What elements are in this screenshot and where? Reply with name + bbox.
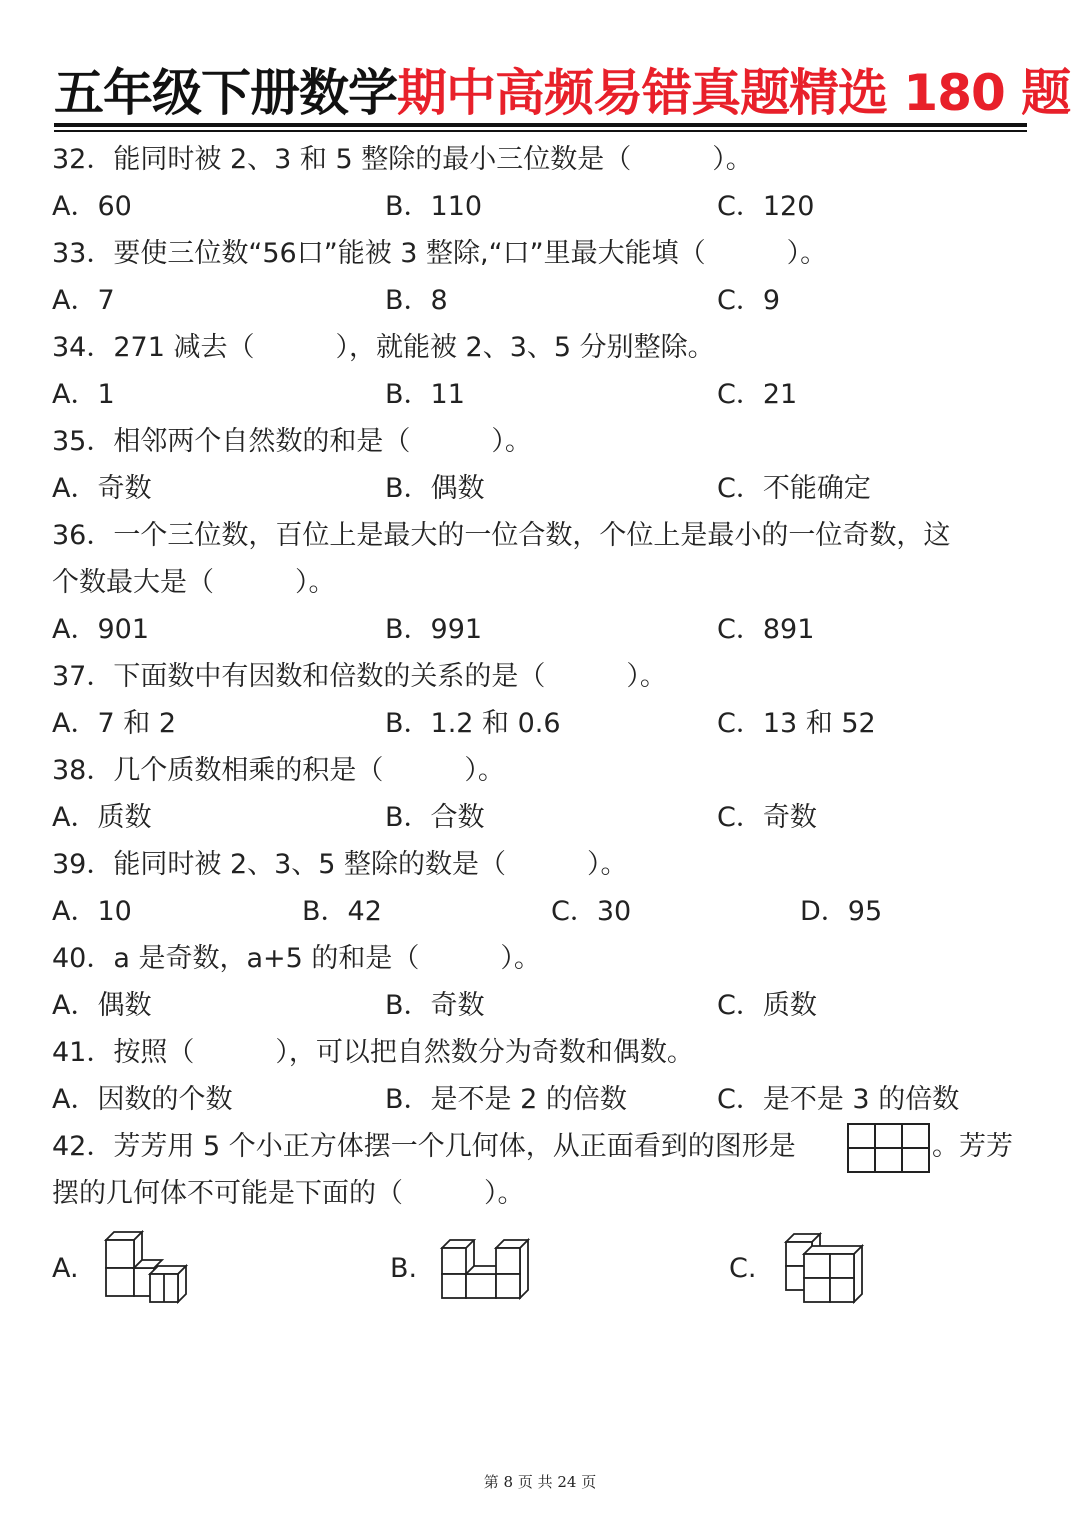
q37-option-a: A．7 和 2 [52,708,176,739]
title-red-part: 期中高频易错真题精选 180 题 [397,64,1071,122]
q41-option-c: C．是不是 3 的倍数 [717,1084,960,1115]
front-view-figure [846,1122,932,1174]
q42-option-a: A. [52,1253,79,1284]
question-39: 39．能同时被 2、3、5 整除的数是（ ）。 [52,849,628,880]
q39-option-c: C．30 [551,896,632,927]
q36-option-a: A．901 [52,614,150,645]
q41-option-a: A．因数的个数 [52,1084,233,1115]
q37-option-b: B．1.2 和 0.6 [385,708,561,739]
q37-option-c: C．13 和 52 [717,708,876,739]
q38-option-a: A．质数 [52,802,152,833]
q35-option-b: B．偶数 [385,473,485,504]
q40-option-b: B．奇数 [385,990,485,1021]
question-36-cont: 个数最大是（ ）。 [52,567,336,598]
q32-option-a: A．60 [52,191,132,222]
question-34: 34．271 减去（ ），就能被 2、3、5 分别整除。 [52,332,715,363]
question-32: 32．能同时被 2、3 和 5 整除的最小三位数是（ ）。 [52,144,753,175]
q32-option-c: C．120 [717,191,815,222]
title-black-part: 五年级下册数学 [54,64,397,122]
q36-option-c: C．891 [717,614,815,645]
question-33: 33．要使三位数“56口”能被 3 整除,“口”里最大能填（ ）。 [52,238,828,269]
q35-option-a: A．奇数 [52,473,152,504]
q39-option-b: B．42 [302,896,382,927]
q34-option-b: B．11 [385,379,465,410]
q33-option-a: A．7 [52,285,115,316]
q32-option-b: B．110 [385,191,483,222]
question-42-tail: 。芳芳 [932,1131,1013,1162]
question-38: 38．几个质数相乘的积是（ ）。 [52,755,505,786]
q33-option-c: C．9 [717,285,781,316]
q41-option-b: B．是不是 2 的倍数 [385,1084,627,1115]
question-41: 41．按照（ ），可以把自然数分为奇数和偶数。 [52,1037,694,1068]
cube-figure-a [100,1230,196,1306]
q42-option-b: B. [390,1253,418,1284]
q40-option-c: C．质数 [717,990,817,1021]
q34-option-c: C．21 [717,379,798,410]
cube-figure-b [438,1234,534,1304]
q36-option-b: B．991 [385,614,483,645]
page-title [54,60,1071,126]
q39-option-d: D．95 [800,896,883,927]
q40-option-a: A．偶数 [52,990,152,1021]
q42-option-c: C. [729,1253,757,1284]
q33-option-b: B．8 [385,285,448,316]
q38-option-b: B．合数 [385,802,485,833]
question-37: 37．下面数中有因数和倍数的关系的是（ ）。 [52,661,667,692]
page-number: 第 8 页 共 24 页 [483,1473,597,1491]
q35-option-c: C．不能确定 [717,473,871,504]
question-35: 35．相邻两个自然数的和是（ ）。 [52,426,532,457]
question-42-cont: 摆的几何体不可能是下面的（ ）。 [52,1178,525,1209]
question-40: 40．a 是奇数，a+5 的和是（ ）。 [52,943,541,974]
question-42: 42．芳芳用 5 个小正方体摆一个几何体，从正面看到的图形是 [52,1131,796,1162]
title-rule-thin [54,130,1027,132]
q34-option-a: A．1 [52,379,115,410]
q38-option-c: C．奇数 [717,802,817,833]
question-36: 36．一个三位数，百位上是最大的一位合数，个位上是最小的一位奇数，这 [52,520,951,551]
q39-option-a: A．10 [52,896,132,927]
cube-figure-c [780,1232,870,1306]
title-rule-thick [54,123,1027,127]
